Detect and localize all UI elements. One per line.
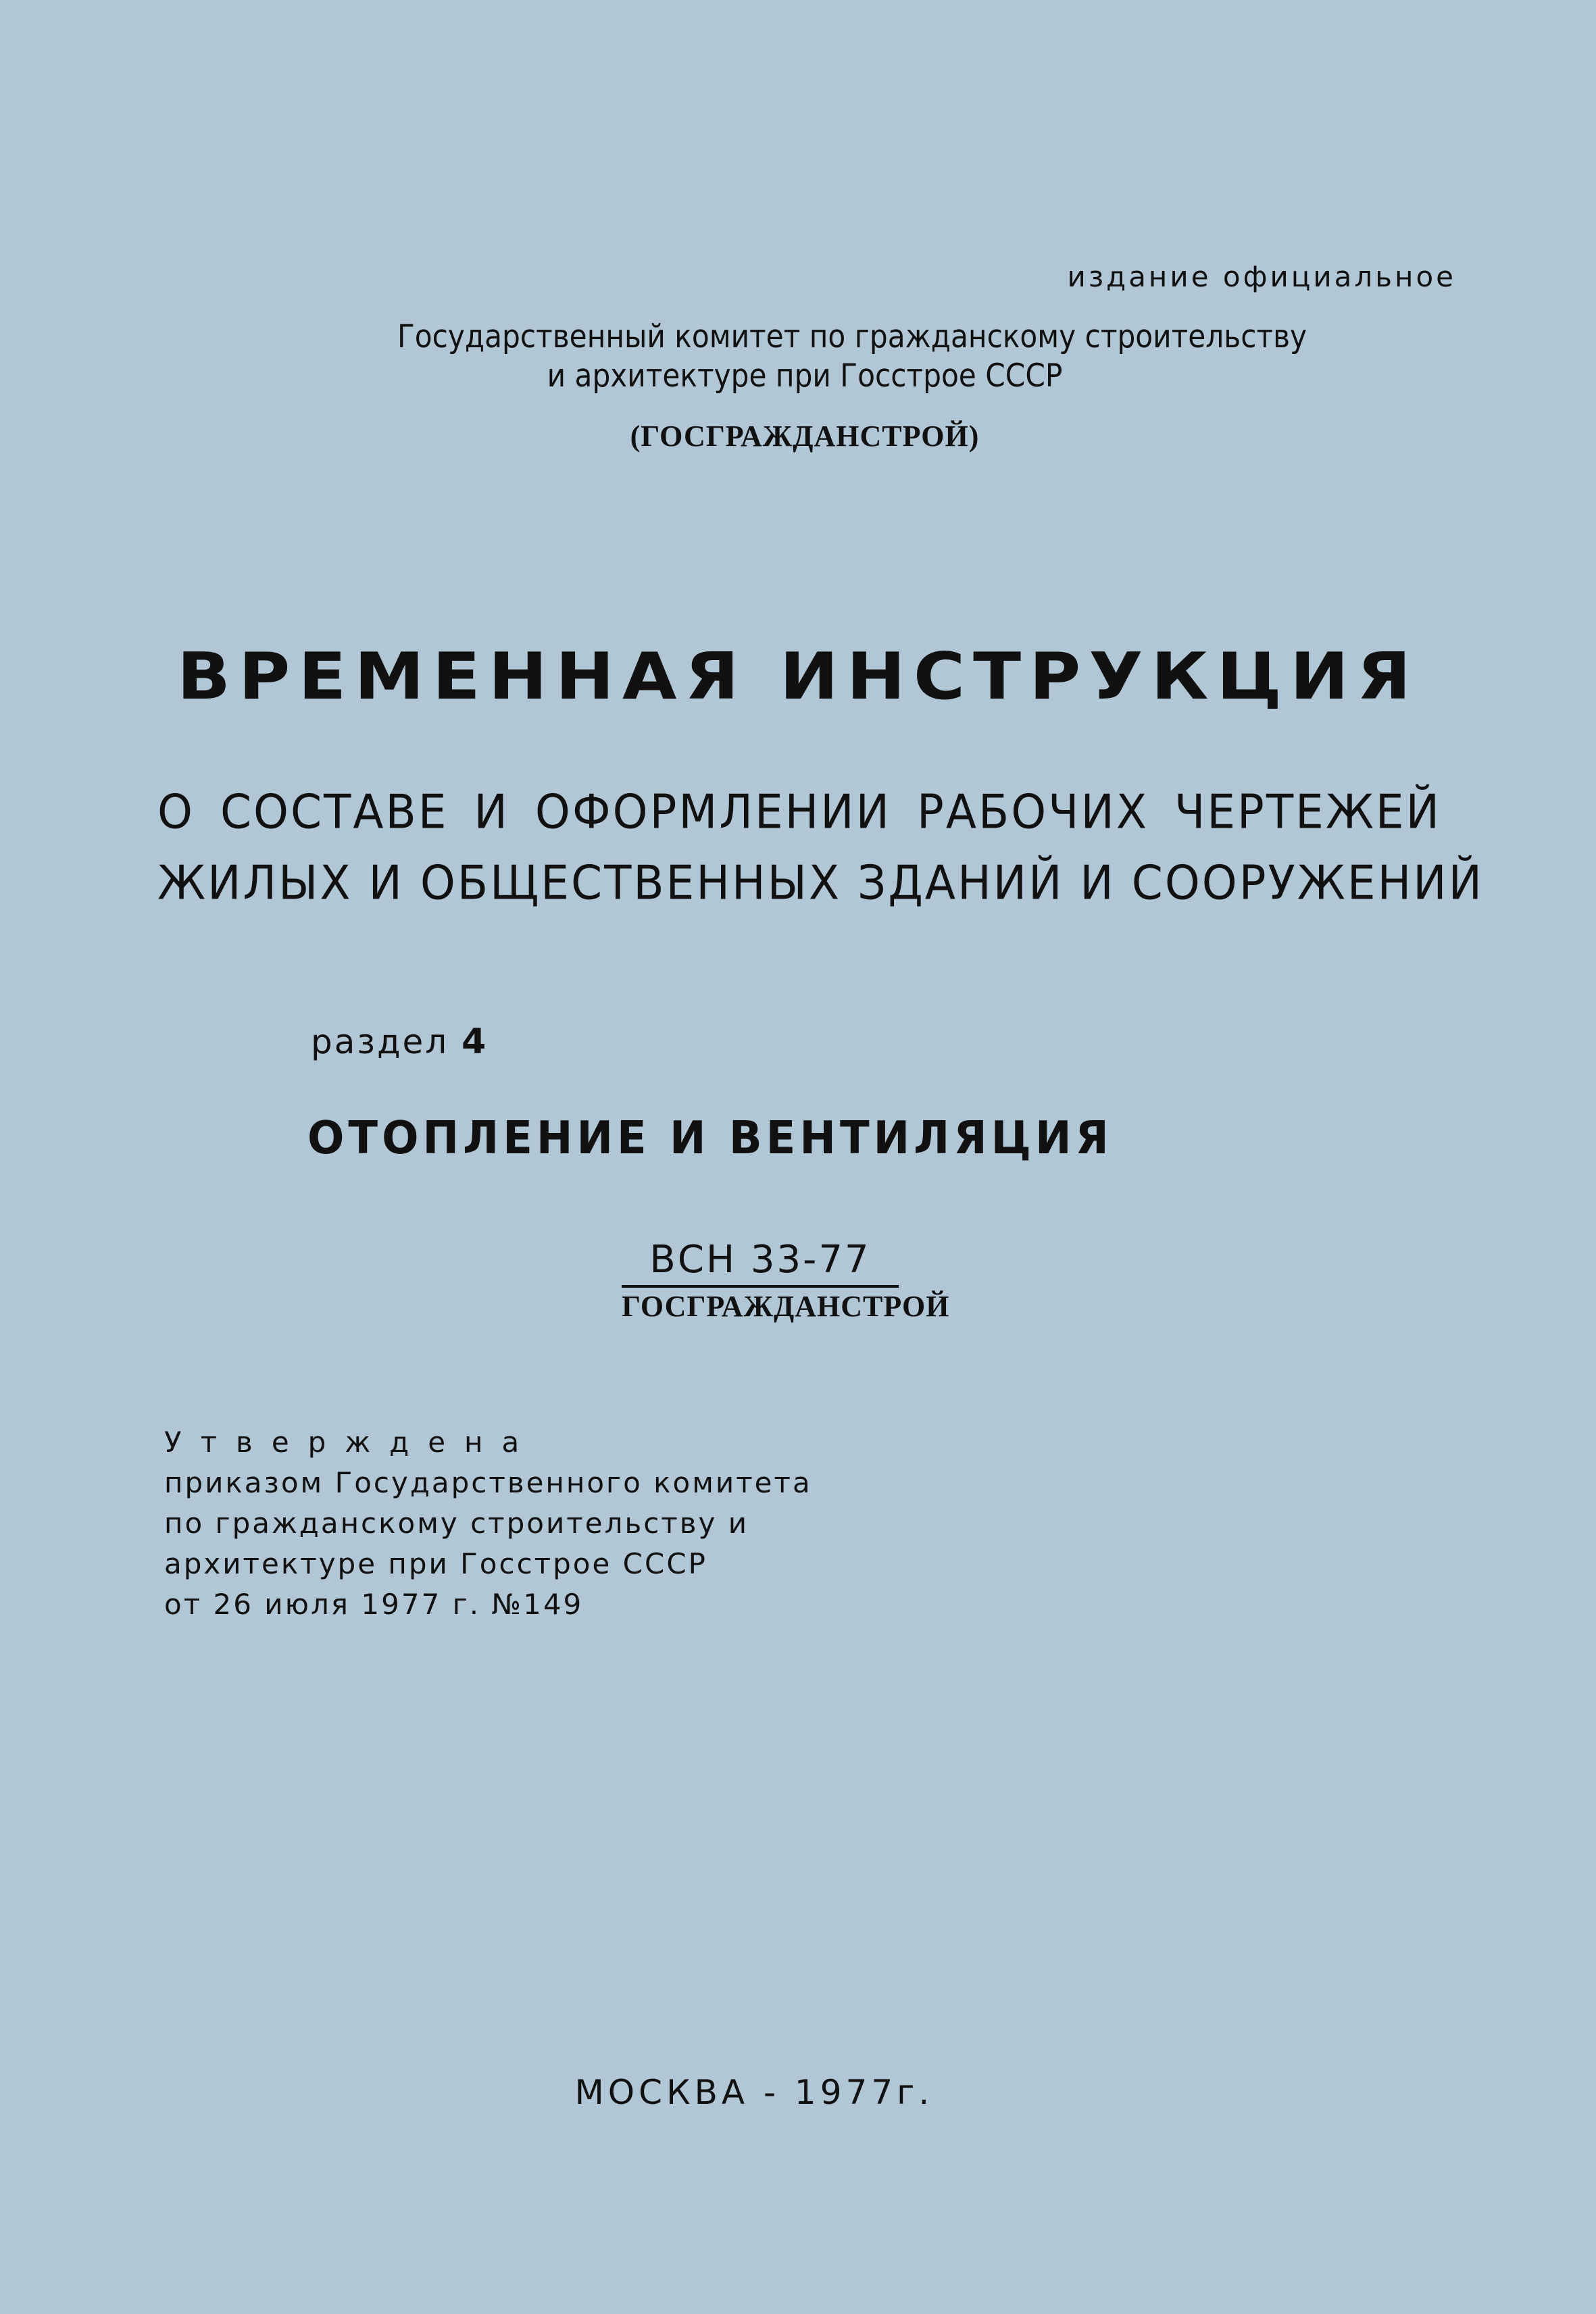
subtitle-line-1: О СОСТАВЕ И ОФОРМЛЕНИИ РАБОЧИХ ЧЕРТЕЖЕЙ xyxy=(157,784,1441,840)
code-organization: ГОСГРАЖДАНСТРОЙ xyxy=(622,1290,950,1323)
committee-abbreviation: (ГОСГРАЖДАНСТРОЙ) xyxy=(630,420,980,453)
publication-place-year: МОСКВА - 1977г. xyxy=(574,2073,934,2112)
section-number: 4 xyxy=(462,1022,489,1062)
edition-note: издание официальное xyxy=(1067,260,1456,293)
section-title: ОТОПЛЕНИЕ И ВЕНТИЛЯЦИЯ xyxy=(307,1112,1113,1165)
approval-line-4: от 26 июля 1977 г. №149 xyxy=(164,1588,584,1621)
approval-line-3: архитектуре при Госстрое СССР xyxy=(164,1547,707,1580)
committee-line-2: и архитектуре при Госстрое СССР xyxy=(547,357,1063,395)
code-number: ВСН 33-77 xyxy=(622,1236,899,1288)
approval-block xyxy=(164,1422,812,1625)
section-label xyxy=(311,1022,488,1062)
committee-header xyxy=(0,318,1596,396)
committee-line-1: Государственный комитет по гражданскому строительству xyxy=(397,318,1307,355)
approval-heading: Утверждена xyxy=(164,1426,539,1459)
section-word: раздел xyxy=(311,1022,449,1061)
standard-code xyxy=(622,1236,950,1326)
subtitle-line-2: ЖИЛЫХ И ОБЩЕСТВЕННЫХ ЗДАНИЙ И СООРУЖЕНИЙ xyxy=(157,855,1484,911)
document-title: ВРЕМЕННАЯ ИНСТРУКЦИЯ xyxy=(176,638,1420,715)
approval-line-1: приказом Государственного комитета xyxy=(164,1466,812,1499)
approval-line-2: по гражданскому строительству и xyxy=(164,1507,749,1540)
document-subtitle xyxy=(157,777,1484,919)
